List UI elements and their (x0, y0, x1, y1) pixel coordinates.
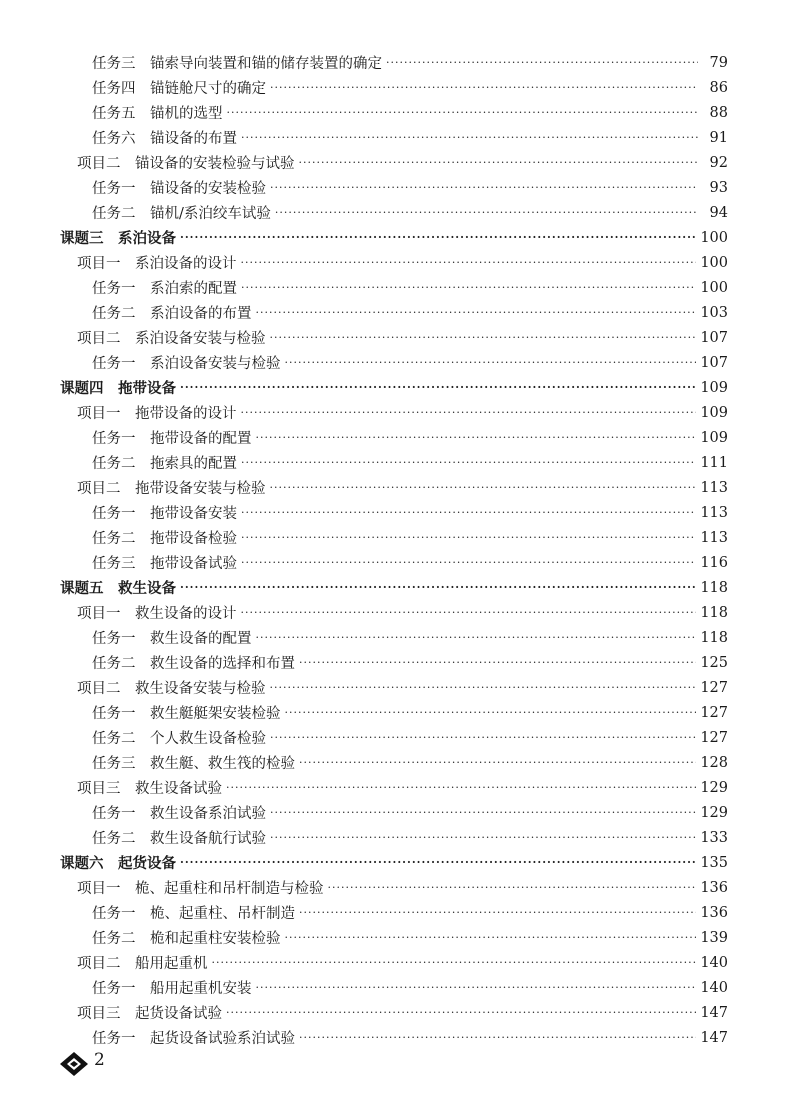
leader-dots (241, 506, 696, 519)
leader-dots (270, 181, 698, 194)
toc-entry-title: 任务二 系泊设备的布置 (92, 306, 252, 322)
toc-entry-page: 79 (709, 54, 728, 71)
toc-entry-title: 任务一 拖带设备的配置 (92, 431, 252, 447)
toc-entry-task (0, 425, 790, 450)
toc-entry-page: 113 (700, 529, 728, 546)
toc-entry-project (0, 675, 790, 700)
toc-entry-page: 91 (709, 129, 728, 146)
toc-entry-title: 项目二 船用起重机 (77, 956, 208, 972)
leader-dots (241, 531, 696, 544)
leader-dots (180, 231, 696, 244)
toc-entry-project (0, 250, 790, 275)
leader-dots (256, 981, 697, 994)
toc-entry-task (0, 350, 790, 375)
toc-entry-page: 127 (700, 729, 728, 746)
toc-entry-title: 任务五 锚机的选型 (92, 106, 223, 122)
leader-dots (270, 331, 697, 344)
toc-entry-page: 136 (700, 879, 728, 896)
leader-dots (285, 931, 697, 944)
leader-dots (386, 56, 698, 69)
toc-entry-page: 100 (700, 279, 728, 296)
toc-entry-page: 94 (709, 204, 728, 221)
toc-entry-project (0, 400, 790, 425)
toc-entry-task (0, 500, 790, 525)
leader-dots (180, 381, 696, 394)
toc-entry-page: 109 (700, 379, 728, 396)
leader-dots (275, 206, 698, 219)
leader-dots (270, 481, 697, 494)
toc-entry-task (0, 200, 790, 225)
toc-entry-task (0, 125, 790, 150)
leader-dots (270, 81, 698, 94)
leader-dots (270, 806, 696, 819)
toc-entry-title: 任务二 锚机/系泊绞车试验 (92, 206, 271, 222)
leader-dots (328, 881, 697, 894)
toc-entry-page: 100 (700, 229, 728, 246)
toc-entry-task (0, 450, 790, 475)
toc-entry-title: 任务二 救生设备航行试验 (92, 831, 266, 847)
toc-entry-task (0, 650, 790, 675)
leader-dots (241, 606, 697, 619)
page-footer (58, 1048, 105, 1080)
toc-entry-title: 任务二 桅和起重柱安装检验 (92, 931, 281, 947)
toc-entry-title: 课题六 起货设备 (60, 855, 176, 872)
leader-dots (226, 1006, 696, 1019)
toc-entry-task (0, 175, 790, 200)
toc-entry-task (0, 725, 790, 750)
toc-entry-title: 项目二 救生设备安装与检验 (77, 681, 266, 697)
toc-entry-project (0, 950, 790, 975)
toc-entry-title: 任务一 船用起重机安装 (92, 981, 252, 997)
toc-entry-title: 任务一 系泊索的配置 (92, 281, 237, 297)
toc-entry-title: 项目二 锚设备的安装检验与试验 (77, 156, 295, 172)
toc-entry-title: 任务一 系泊设备安装与检验 (92, 356, 281, 372)
leader-dots (299, 656, 696, 669)
toc-entry-page: 109 (700, 429, 728, 446)
leader-dots (270, 681, 697, 694)
toc-entry-title: 项目三 救生设备试验 (77, 781, 222, 797)
page-number: 2 (94, 1050, 105, 1070)
toc-entry-task (0, 925, 790, 950)
toc-entry-task (0, 300, 790, 325)
toc-entry-title: 任务一 拖带设备安装 (92, 506, 237, 522)
toc-entry-page: 111 (700, 454, 728, 471)
leader-dots (241, 556, 696, 569)
toc-entry-page: 103 (700, 304, 728, 321)
leader-dots (299, 906, 696, 919)
leader-dots (270, 731, 696, 744)
toc-entry-title: 任务二 拖索具的配置 (92, 456, 237, 472)
leader-dots (241, 131, 698, 144)
toc-entry-page: 109 (700, 404, 728, 421)
leader-dots (241, 456, 696, 469)
toc-entry-page: 113 (700, 479, 728, 496)
toc-entry-page: 107 (700, 329, 728, 346)
leader-dots (241, 406, 697, 419)
toc-entry-page: 92 (709, 154, 728, 171)
toc-entry-topic (0, 575, 790, 600)
leader-dots (180, 581, 696, 594)
toc-entry-title: 任务二 救生设备的选择和布置 (92, 656, 295, 672)
toc-entry-page: 127 (700, 679, 728, 696)
toc-entry-title: 项目三 起货设备试验 (77, 1006, 222, 1022)
leader-dots (256, 306, 697, 319)
toc-entry-project (0, 150, 790, 175)
toc-entry-title: 项目一 系泊设备的设计 (77, 256, 237, 272)
toc-entry-title: 任务一 救生设备系泊试验 (92, 806, 266, 822)
toc-entry-page: 93 (709, 179, 728, 196)
toc-entry-title: 任务一 救生设备的配置 (92, 631, 252, 647)
toc-entry-task (0, 825, 790, 850)
leader-dots (212, 956, 697, 969)
toc-entry-task (0, 275, 790, 300)
toc-entry-title: 任务一 起货设备试验系泊试验 (92, 1031, 295, 1047)
toc-entry-task (0, 625, 790, 650)
leader-dots (256, 431, 697, 444)
toc-entry-task (0, 800, 790, 825)
toc-entry-task (0, 700, 790, 725)
toc-entry-topic (0, 225, 790, 250)
leader-dots (241, 281, 696, 294)
toc-entry-page: 135 (700, 854, 728, 871)
toc-entry-title: 任务三 救生艇、救生筏的检验 (92, 756, 295, 772)
toc-entry-title: 任务一 桅、起重柱、吊杆制造 (92, 906, 295, 922)
toc-entry-page: 118 (700, 604, 728, 621)
toc-entry-title: 课题四 拖带设备 (60, 380, 176, 397)
toc-entry-page: 140 (700, 954, 728, 971)
toc-entry-title: 项目二 系泊设备安装与检验 (77, 331, 266, 347)
toc-entry-title: 任务二 拖带设备检验 (92, 531, 237, 547)
toc-entry-page: 107 (700, 354, 728, 371)
leader-dots (299, 756, 696, 769)
toc-entry-title: 课题五 救生设备 (60, 580, 176, 597)
toc-entry-page: 118 (700, 579, 728, 596)
leader-dots (226, 781, 696, 794)
toc-entry-title: 项目一 拖带设备的设计 (77, 406, 237, 422)
toc-entry-title: 课题三 系泊设备 (60, 230, 176, 247)
toc-entry-title: 任务六 锚设备的布置 (92, 131, 237, 147)
toc-entry-task (0, 550, 790, 575)
leader-dots (285, 356, 697, 369)
toc-entry-page: 133 (700, 829, 728, 846)
toc-entry-page: 147 (700, 1004, 728, 1021)
toc-entry-project (0, 875, 790, 900)
toc-entry-page: 116 (700, 554, 728, 571)
leader-dots (227, 106, 699, 119)
toc-entry-page: 88 (709, 104, 728, 121)
toc-entry-title: 任务三 拖带设备试验 (92, 556, 237, 572)
toc-entry-page: 125 (700, 654, 728, 671)
toc-entry-title: 任务四 锚链舱尺寸的确定 (92, 81, 266, 97)
leader-dots (285, 706, 697, 719)
leader-dots (256, 631, 697, 644)
toc-entry-project (0, 775, 790, 800)
toc-entry-title: 任务一 救生艇艇架安装检验 (92, 706, 281, 722)
table-of-contents (0, 50, 790, 1050)
toc-entry-task (0, 100, 790, 125)
toc-entry-page: 128 (700, 754, 728, 771)
toc-entry-project (0, 600, 790, 625)
toc-entry-task (0, 525, 790, 550)
toc-entry-title: 项目一 救生设备的设计 (77, 606, 237, 622)
toc-entry-title: 任务三 锚索导向装置和锚的储存装置的确定 (92, 56, 382, 72)
toc-entry-page: 129 (700, 804, 728, 821)
toc-entry-topic (0, 850, 790, 875)
leader-dots (299, 156, 699, 169)
toc-entry-page: 113 (700, 504, 728, 521)
toc-entry-page: 127 (700, 704, 728, 721)
toc-entry-page: 139 (700, 929, 728, 946)
toc-entry-page: 86 (709, 79, 728, 96)
toc-entry-page: 136 (700, 904, 728, 921)
toc-entry-task (0, 900, 790, 925)
leader-dots (241, 256, 697, 269)
toc-entry-title: 任务一 锚设备的安装检验 (92, 181, 266, 197)
diamond-corner-mark-icon (58, 1048, 90, 1080)
toc-entry-topic (0, 375, 790, 400)
toc-entry-project (0, 325, 790, 350)
leader-dots (270, 831, 696, 844)
toc-entry-title: 项目一 桅、起重柱和吊杆制造与检验 (77, 881, 324, 897)
leader-dots (299, 1031, 696, 1044)
toc-entry-task (0, 1025, 790, 1050)
toc-entry-page: 147 (700, 1029, 728, 1046)
toc-entry-page: 140 (700, 979, 728, 996)
toc-entry-task (0, 750, 790, 775)
toc-entry-title: 项目二 拖带设备安装与检验 (77, 481, 266, 497)
toc-entry-project (0, 1000, 790, 1025)
toc-entry-project (0, 475, 790, 500)
toc-entry-page: 129 (700, 779, 728, 796)
toc-entry-title: 任务二 个人救生设备检验 (92, 731, 266, 747)
toc-entry-task (0, 50, 790, 75)
leader-dots (180, 856, 696, 869)
toc-entry-page: 100 (700, 254, 728, 271)
toc-entry-task (0, 975, 790, 1000)
toc-entry-task (0, 75, 790, 100)
toc-entry-page: 118 (700, 629, 728, 646)
